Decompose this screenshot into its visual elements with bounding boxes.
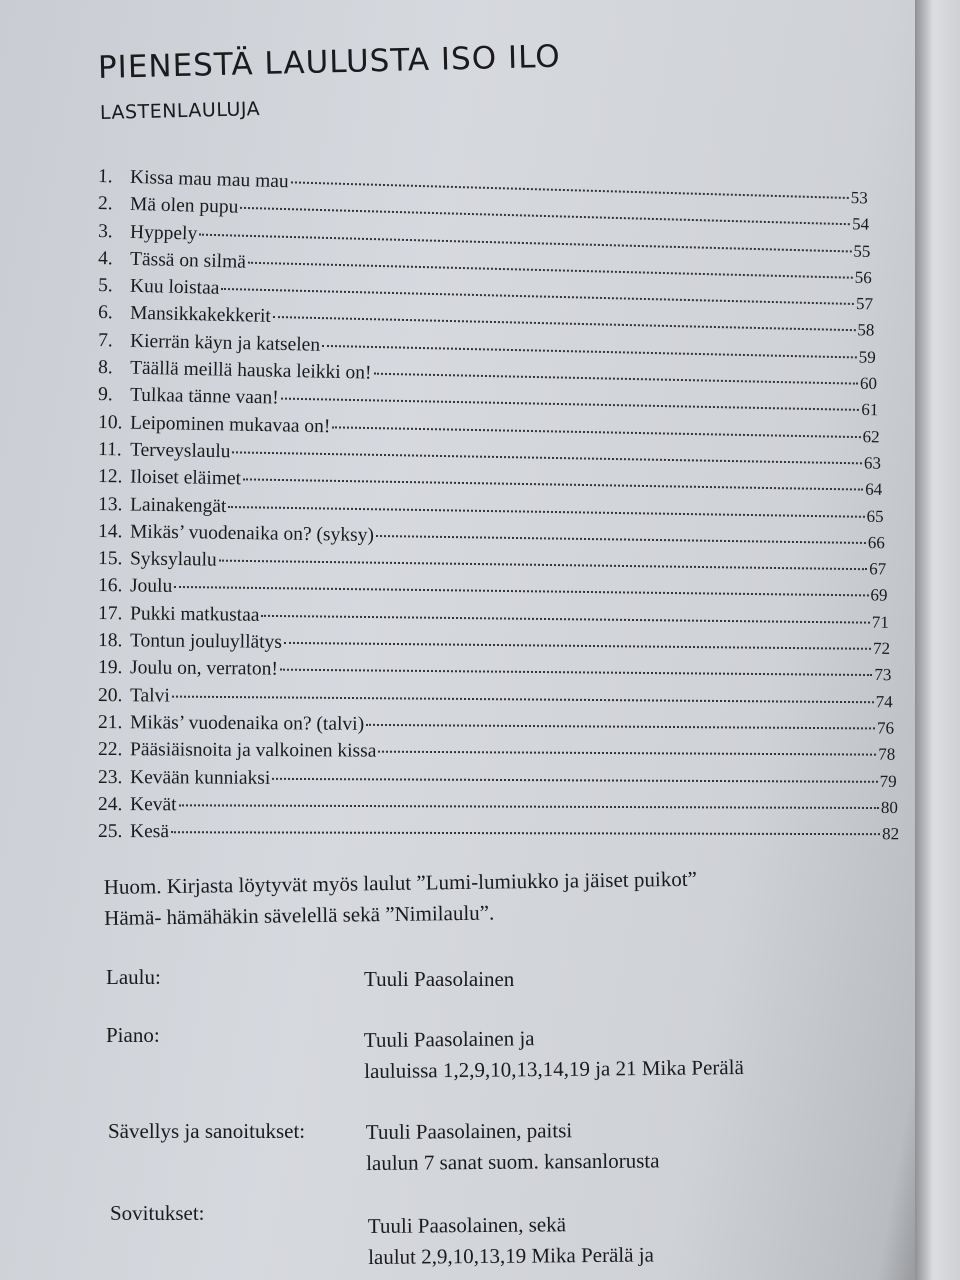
credit-label-piano: Piano: (106, 1023, 160, 1047)
toc-number: 19. (97, 657, 123, 679)
toc-number: 9. (97, 384, 113, 406)
toc-page-number: 58 (857, 320, 875, 341)
toc-title: Leipominen mukavaa on! (129, 412, 331, 437)
toc-title: Joulu on, verraton! (129, 657, 278, 680)
toc-title: Pääsiäisnoita ja valkoinen kissa (129, 739, 377, 762)
credit-value-sovitukset (368, 1209, 654, 1273)
toc-number: 12. (97, 466, 123, 488)
toc-title: Mikäs’ vuodenaika on? (talvi) (129, 712, 365, 735)
dot-leader (261, 615, 869, 624)
toc-number: 15. (97, 548, 123, 570)
toc-number: 1. (97, 166, 114, 188)
dot-leader (219, 560, 867, 571)
dot-leader (281, 398, 860, 411)
toc-title: Mansikkakekkerit (129, 303, 272, 328)
toc-entry (98, 794, 898, 824)
dot-leader (366, 724, 875, 730)
toc-number: 24. (97, 793, 123, 815)
toc-page-number: 73 (874, 665, 892, 685)
note (104, 864, 698, 934)
toc-page-number: 65 (866, 506, 884, 526)
credit-label-savellys: Sävellys ja sanoitukset: (108, 1119, 306, 1143)
credit-line: laulut 2,9,10,13,19 Mika Perälä ja (368, 1242, 655, 1269)
credit-line: Tuuli Paasolainen ja (363, 1026, 535, 1053)
dot-leader (243, 479, 863, 491)
credit-line: lauluissa 1,2,9,10,13,14,19 ja 21 Mika Perälä (364, 1055, 744, 1083)
credit-line: Tuuli Paasolainen, sekä (367, 1212, 567, 1239)
toc-title: Kierrän käyn ja katselen (129, 330, 321, 356)
toc-page-number: 56 (854, 267, 872, 288)
toc-title: Mikäs’ vuodenaika on? (syksy) (129, 521, 375, 546)
toc-number: 21. (97, 711, 123, 734)
toc-page-number: 80 (880, 797, 898, 817)
dot-leader (378, 751, 876, 756)
dot-leader (228, 506, 864, 518)
toc-title: Iloiset eläimet (129, 466, 242, 490)
credit-label-laulu: Laulu: (106, 965, 161, 989)
toc-page-number: 74 (875, 691, 893, 712)
dot-leader (171, 831, 880, 835)
toc-page-number: 55 (853, 241, 871, 261)
toc-title: Kevät (129, 793, 177, 816)
credit-line: laulun 7 sanat suom. kansanlorusta (366, 1148, 660, 1175)
toc-number: 2. (97, 193, 113, 215)
toc-number: 11. (97, 438, 122, 461)
toc-title: Tontun jouluyllätys (129, 630, 283, 653)
dot-leader (172, 695, 874, 703)
toc-entry (98, 739, 895, 771)
toc-page-number: 63 (863, 453, 882, 473)
book-title: PIENESTÄ LAULUSTA ISO ILO (97, 38, 562, 86)
toc-number: 4. (97, 247, 113, 270)
toc-page-number: 69 (870, 585, 888, 606)
toc-title: Kissa mau mau mau (129, 166, 289, 193)
toc-number: 18. (97, 630, 123, 652)
toc-title: Syksylaulu (129, 548, 217, 571)
dot-leader (291, 181, 849, 199)
note-line: Hämä- hämähäkin sävelellä sekä ”Nimilaulu”. (104, 900, 495, 930)
dot-leader (272, 777, 877, 782)
dot-leader (332, 426, 860, 438)
toc-entry (98, 821, 899, 851)
toc-number: 13. (97, 493, 123, 515)
toc-title: Talvi (129, 684, 170, 707)
toc-number: 14. (97, 520, 123, 543)
dot-leader (373, 373, 858, 385)
toc-number: 5. (97, 275, 113, 297)
toc-page-number: 71 (871, 612, 889, 632)
toc-page-number: 67 (869, 559, 887, 579)
credit-label-sovitukset: Sovitukset: (110, 1201, 205, 1225)
credit-value-laulu: Tuuli Paasolainen (364, 967, 515, 991)
dot-leader (240, 207, 850, 225)
toc-page-number: 60 (859, 373, 878, 394)
dot-leader (179, 804, 879, 809)
next-page-edge (915, 0, 960, 1280)
toc-page-number: 78 (878, 744, 896, 764)
credit-line: Tuuli Paasolainen, paitsi (365, 1118, 573, 1145)
toc-title: Mä olen pupu (129, 194, 239, 219)
dot-leader (232, 451, 862, 464)
toc-page-number: 57 (855, 294, 874, 314)
toc-title: Joulu (129, 575, 173, 598)
dot-leader (273, 316, 856, 331)
toc-page-number: 62 (862, 426, 880, 447)
dot-leader (221, 288, 854, 305)
toc-number: 7. (97, 329, 113, 352)
toc-number: 23. (97, 766, 123, 788)
dot-leader (280, 669, 873, 676)
toc-title: Tulkaa tänne vaan! (129, 385, 279, 409)
toc-page-number: 66 (867, 532, 885, 553)
toc-title: Täällä meillä hauska leikki on! (129, 357, 372, 384)
dot-leader (322, 345, 857, 359)
dot-leader (248, 262, 853, 279)
toc-title: Lainakengät (129, 494, 227, 517)
toc-title: Tässä on silmä (129, 248, 247, 273)
toc-title: Kuu loistaa (129, 275, 220, 300)
credit-value-piano (364, 1021, 744, 1087)
toc-title: Hyppely (129, 221, 198, 245)
toc-title: Terveyslaulu (129, 439, 231, 463)
toc-entry (98, 767, 897, 798)
toc-number: 8. (97, 357, 113, 379)
dot-leader (376, 535, 866, 544)
toc-page-number: 72 (872, 638, 891, 659)
book-subtitle: LASTENLAULUJA (99, 98, 261, 124)
note-line: Huom. Kirjasta löytyvät myös laulut ”Lumi-lumiukko ja jäiset puikot” (103, 866, 698, 900)
toc-page-number: 53 (850, 188, 869, 208)
dot-leader (174, 586, 868, 596)
toc-page-number: 61 (861, 400, 879, 420)
toc-number: 20. (97, 684, 123, 706)
toc-page-number: 54 (851, 214, 870, 235)
dot-leader (284, 642, 871, 650)
toc-number: 6. (97, 302, 113, 324)
table-of-contents (97, 166, 900, 848)
credit-value-savellys (366, 1114, 660, 1179)
toc-number: 16. (97, 575, 123, 597)
toc-number: 10. (97, 411, 123, 434)
toc-title: Pukki matkustaa (129, 603, 260, 626)
toc-page-number: 76 (876, 718, 895, 738)
toc-number: 3. (97, 220, 113, 242)
toc-page-number: 64 (865, 479, 883, 500)
toc-title: Kesä (129, 821, 170, 843)
toc-page-number: 79 (879, 771, 897, 791)
toc-number: 17. (97, 602, 123, 625)
toc-number: 25. (97, 821, 123, 843)
toc-page-number: 59 (858, 347, 876, 367)
toc-number: 22. (97, 739, 123, 761)
toc-page-number: 82 (882, 824, 900, 844)
toc-title: Kevään kunniaksi (129, 766, 271, 789)
